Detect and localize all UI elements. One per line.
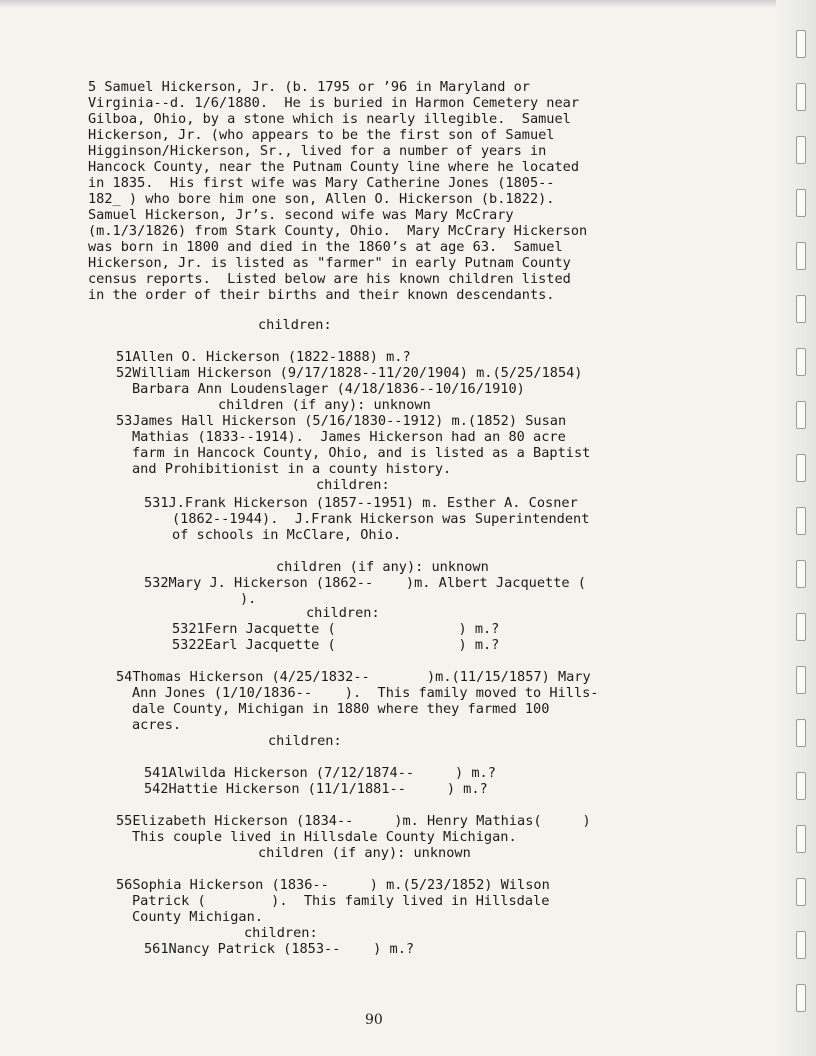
binding-tab xyxy=(796,83,806,111)
binding-tab xyxy=(796,507,806,535)
entry-532-children: children: xyxy=(306,605,380,621)
entry-52-children: children (if any): unknown xyxy=(218,397,431,413)
intro-line: Hickerson, Jr. (who appears to be the first son of Samuel xyxy=(88,127,555,143)
entry-54-cont: acres. xyxy=(132,717,182,733)
entry-531-cont: (1862--1944). J.Frank Hickerson was Superintendent xyxy=(172,511,590,527)
entry-561: 561Nancy Patrick (1853-- ) m.? xyxy=(144,941,415,957)
intro-line: Higginson/Hickerson, Sr., lived for a number of years in xyxy=(88,143,547,159)
binding-strip xyxy=(776,0,816,1056)
intro-line: Hickerson, Jr. is listed as "farmer" in early Putnam County xyxy=(88,255,571,271)
binding-tab xyxy=(796,189,806,217)
entry-531-cont: of schools in McClare, Ohio. xyxy=(172,527,402,543)
entry-55: 55Elizabeth Hickerson (1834-- )m. Henry Mathias( ) xyxy=(116,813,591,829)
entry-532-cont: ). xyxy=(240,591,257,607)
entry-531: 531J.Frank Hickerson (1857--1951) m. Esther A. Cosner xyxy=(144,495,578,511)
entry-541: 541Alwilda Hickerson (7/12/1874-- ) m.? xyxy=(144,765,496,781)
intro-line: in the order of their births and their known descendants. xyxy=(88,287,555,303)
intro-line: Virginia--d. 1/6/1880. He is buried in Harmon Cemetery near xyxy=(88,95,580,111)
binding-tab xyxy=(796,348,806,376)
intro-line: was born in 1800 and died in the 1860’s at age 63. Samuel xyxy=(88,239,563,255)
binding-tab xyxy=(796,666,806,694)
children-heading: children: xyxy=(258,317,332,333)
binding-tab xyxy=(796,401,806,429)
binding-tab xyxy=(796,984,806,1012)
entry-55-children: children (if any): unknown xyxy=(258,845,471,861)
binding-tab xyxy=(796,878,806,906)
entry-56-children: children: xyxy=(244,925,318,941)
intro-line: Samuel Hickerson, Jr’s. second wife was Mary McCrary xyxy=(88,207,514,223)
entry-53-cont: and Prohibitionist in a county history. xyxy=(132,461,452,477)
binding-tab xyxy=(796,772,806,800)
entry-53-cont: Mathias (1833--1914). James Hickerson had an 80 acre xyxy=(132,429,566,445)
entry-52: 52William Hickerson (9/17/1828--11/20/1904) m.(5/25/1854) xyxy=(116,365,583,381)
entry-5322: 5322Earl Jacquette ( ) m.? xyxy=(172,637,500,653)
binding-tab xyxy=(796,30,806,58)
intro-line: in 1835. His first wife was Mary Catherine Jones (1805-- xyxy=(88,175,555,191)
binding-tab xyxy=(796,136,806,164)
entry-52-cont: Barbara Ann Loudenslager (4/18/1836--10/16/1910) xyxy=(132,381,525,397)
entry-53: 53James Hall Hickerson (5/16/1830--1912) m.(1852) Susan xyxy=(116,413,567,429)
entry-54-cont: Ann Jones (1/10/1836-- ). This family moved to Hills- xyxy=(132,685,599,701)
binding-tab xyxy=(796,560,806,588)
intro-line: Hancock County, near the Putnam County line where he located xyxy=(88,159,580,175)
entry-53-cont: farm in Hancock County, Ohio, and is listed as a Baptist xyxy=(132,445,591,461)
binding-tab xyxy=(796,825,806,853)
intro-line: 182_ ) who bore him one son, Allen O. Hickerson (b.1822). xyxy=(88,191,555,207)
binding-tab xyxy=(796,931,806,959)
entry-56-cont: Patrick ( ). This family lived in Hillsdale xyxy=(132,893,550,909)
binding-tab xyxy=(796,454,806,482)
page-number: 90 xyxy=(365,1012,383,1028)
entry-532: 532Mary J. Hickerson (1862-- )m. Albert Jacquette ( xyxy=(144,575,586,591)
entry-56: 56Sophia Hickerson (1836-- ) m.(5/23/1852) Wilson xyxy=(116,877,550,893)
entry-55-cont: This couple lived in Hillsdale County Michigan. xyxy=(132,829,517,845)
binding-tab xyxy=(796,295,806,323)
binding-tab xyxy=(796,242,806,270)
entry-531-children: children (if any): unknown xyxy=(276,559,489,575)
binding-tab xyxy=(796,719,806,747)
entry-54-children: children: xyxy=(268,733,342,749)
entry-53-children: children: xyxy=(316,477,390,493)
intro-line: 5 Samuel Hickerson, Jr. (b. 1795 or ’96 in Maryland or xyxy=(88,79,530,95)
entry-54: 54Thomas Hickerson (4/25/1832-- )m.(11/15/1857) Mary xyxy=(116,669,591,685)
entry-54-cont: dale County, Michigan in 1880 where they farmed 100 xyxy=(132,701,550,717)
entry-542: 542Hattie Hickerson (11/1/1881-- ) m.? xyxy=(144,781,488,797)
entry-56-cont: County Michigan. xyxy=(132,909,263,925)
entry-5321: 5321Fern Jacquette ( ) m.? xyxy=(172,621,500,637)
binding-tab xyxy=(796,613,806,641)
intro-line: census reports. Listed below are his known children listed xyxy=(88,271,571,287)
intro-line: (m.1/3/1826) from Stark County, Ohio. Mary McCrary Hickerson xyxy=(88,223,588,239)
intro-line: Gilboa, Ohio, by a stone which is nearly illegible. Samuel xyxy=(88,111,571,127)
entry-51: 51Allen O. Hickerson (1822-1888) m.? xyxy=(116,349,411,365)
